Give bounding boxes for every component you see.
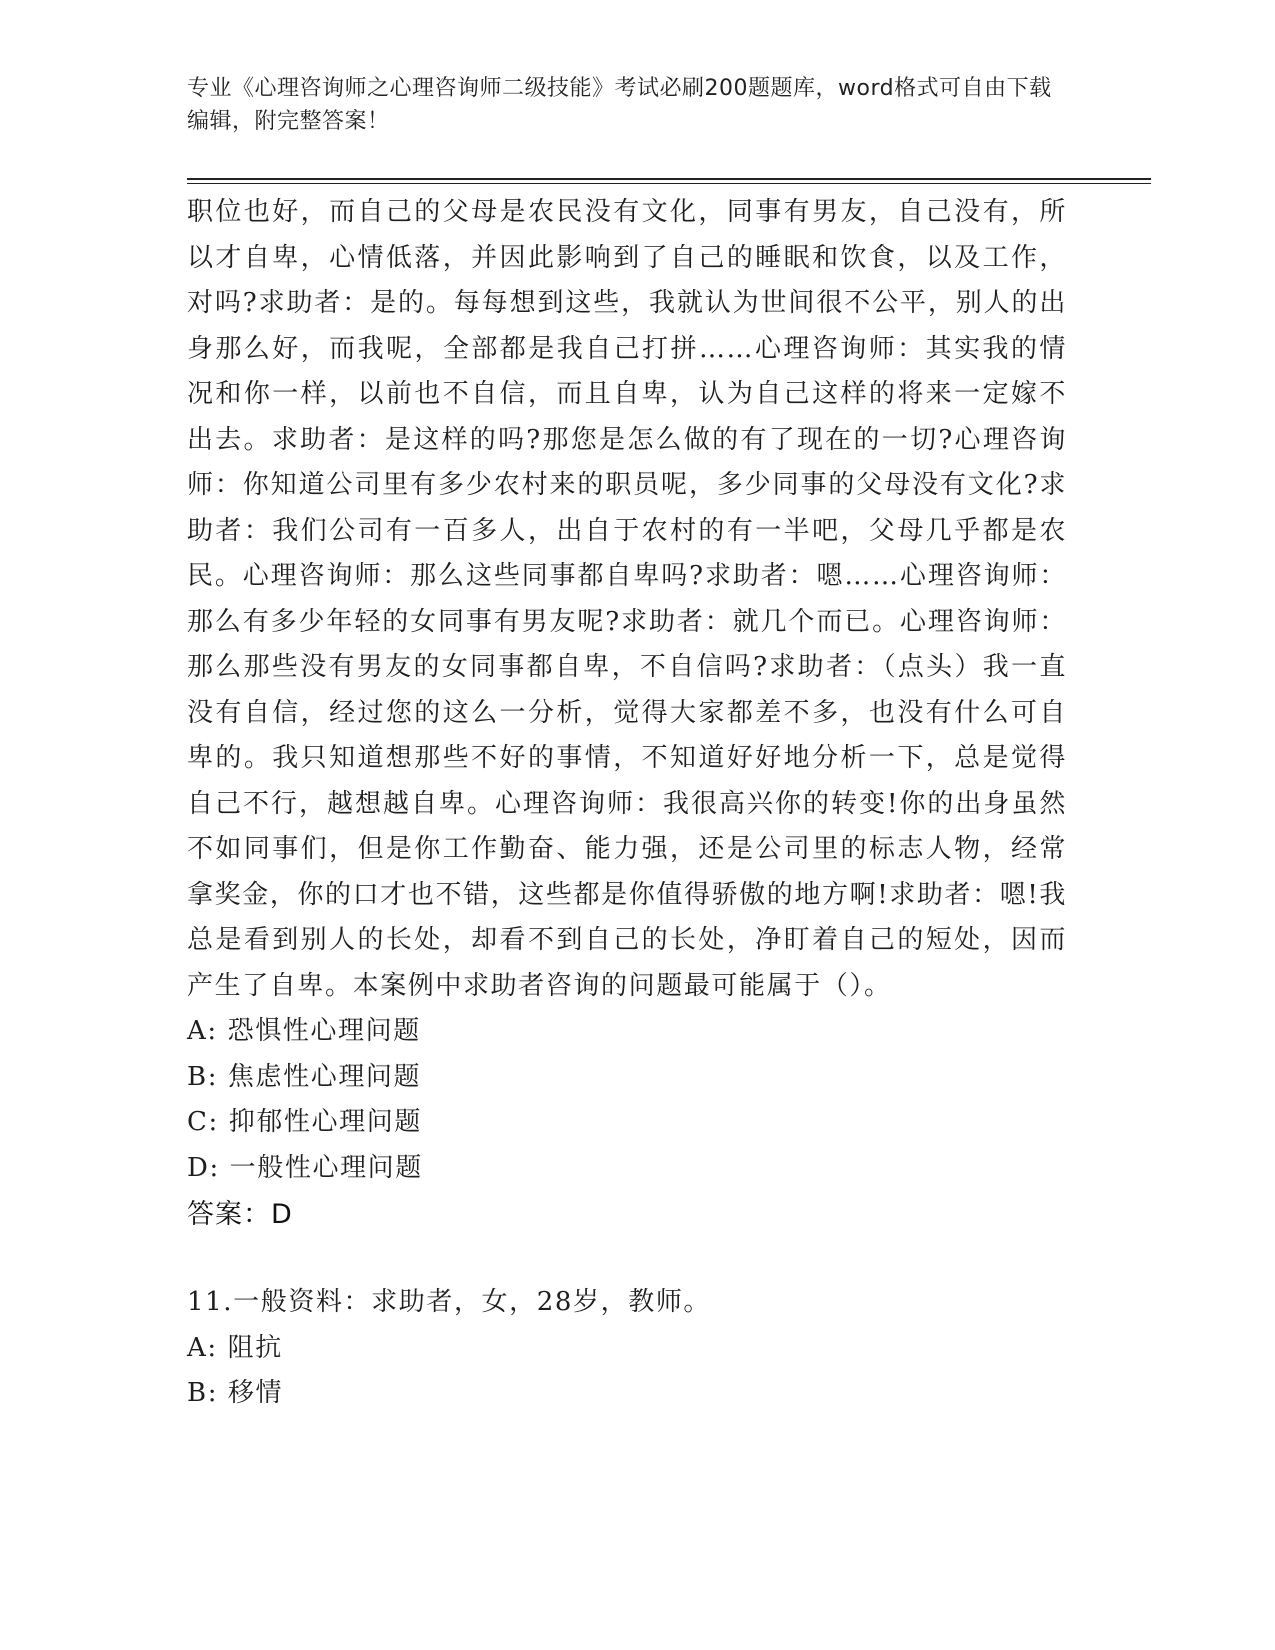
question-10-passage: 职位也好，而自己的父母是农民没有文化，同事有男友，自己没有，所以才自卑，心情低落，并因此影响到了自己的睡眠和饮食，以及工作，对吗?求助者：是的。每每想到这些，我就认为世间很不公平，别人的出身那么好，而我呢，全部都是我自己打拼……心理咨询师：其实我的情况和你一样，以前也不自信，而且自卑，认为自己这样的将来一定嫁不出去。求助者：是这样的吗?那您是怎么做的有了现在的一切?心理咨询师：你知道公司里有多少农村来的职员呢，多少同事的父母没有文化?求助者：我们公司有一百多人，出自于农村的有一半吧，父母几乎都是农民。心理咨询师：那么这些同事都自卑吗?求助者：嗯……心理咨询师：那么有多少年轻的女同事有男友呢?求助者：就几个而已。心理咨询师：那么那些没有男友的女同事都自卑，不自信吗?求助者：（点头）我一直没有自信，经过您的这么一分析，觉得大家都差不多，也没有什么可自卑的。我只知道想那些不好的事情，不知道好好地分析一下，总是觉得自己不行，越想越自卑。心理咨询师：我很高兴你的转变!你的出身虽然不如同事们，但是你工作勤奋、能力强，还是公司里的标志人物，经常拿奖金，你的口才也不错，这些都是你值得骄傲的地方啊!求助者：嗯!我总是看到别人的长处，却看不到自己的长处，净盯着自己的短处，因而产生了自卑。本案例中求助者咨询的问题最可能属于（）。 bbox=[187, 197, 1067, 1001]
question-10-option-d: D: 一般性心理问题 bbox=[187, 1152, 423, 1183]
question-10-option-a: A: 恐惧性心理问题 bbox=[187, 1016, 421, 1046]
header-rule-thin bbox=[187, 183, 1151, 184]
question-spacer bbox=[187, 1238, 1067, 1280]
question-11-option-b: B: 移情 bbox=[187, 1378, 284, 1408]
question-10-option-b: B: 焦虑性心理问题 bbox=[187, 1061, 422, 1092]
question-11-title: 11.一般资料：求助者，女，28岁，教师。 bbox=[187, 1287, 712, 1317]
question-10-answer: 答案：D bbox=[187, 1199, 293, 1230]
document-body bbox=[187, 190, 1067, 1417]
question-10-option-c: C: 抑郁性心理问题 bbox=[187, 1107, 422, 1137]
header-rule-thick bbox=[187, 178, 1151, 180]
question-11-option-a: A: 阻抗 bbox=[187, 1332, 283, 1363]
document-header: 专业《心理咨询师之心理咨询师二级技能》考试必刷200题题库，word格式可自由下载编辑，附完整答案！ bbox=[187, 76, 1052, 134]
